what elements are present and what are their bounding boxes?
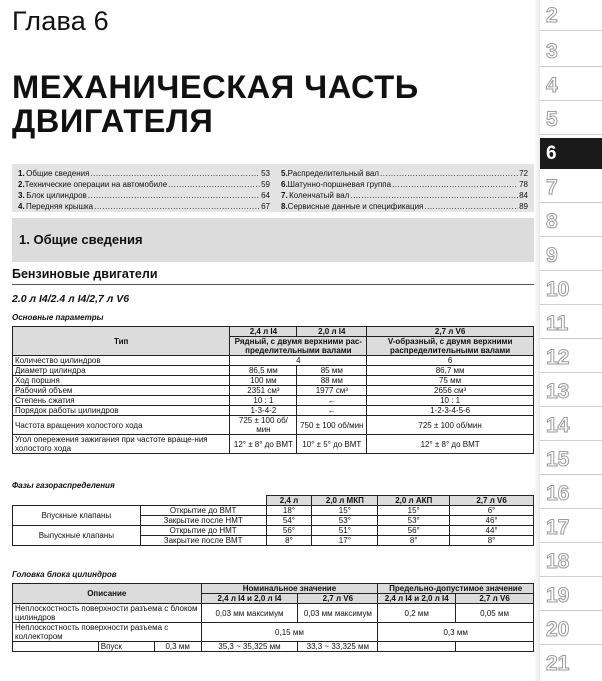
toc-page: 89 — [519, 202, 528, 211]
sub-header: 2,7 л V6 — [456, 594, 534, 604]
cell-value: 0,15 мм — [201, 623, 378, 642]
chapter-tab-20[interactable] — [540, 614, 602, 645]
cell-value: 0,2 мм — [378, 604, 456, 623]
toc-page: 78 — [519, 180, 528, 189]
table-row — [13, 506, 534, 516]
toc-leader — [88, 190, 260, 201]
col-header: 2,7 л V6 — [450, 496, 534, 506]
col-header-24: 2,4 л I4 — [230, 327, 297, 337]
toc-item[interactable] — [18, 190, 270, 201]
table-row — [13, 396, 534, 406]
chapter-tab-label: 21 — [546, 652, 570, 675]
toc-number: 2. — [18, 180, 25, 189]
chapter-tab-8[interactable] — [540, 206, 602, 237]
chapter-tab-10[interactable] — [540, 274, 602, 305]
row-label: Степень сжатия — [13, 396, 230, 406]
row-label: Частота вращения холостого хода — [13, 416, 230, 435]
cell-value: 100 мм — [230, 376, 297, 386]
toc-leader — [350, 190, 518, 201]
cell-value: 56° — [266, 526, 312, 536]
engine-models-heading: 2.0 л I4/2.4 л I4/2,7 л V6 — [12, 293, 130, 305]
toc-item[interactable] — [281, 201, 528, 212]
chapter-tab-9[interactable] — [540, 240, 602, 271]
head-block-table — [12, 583, 534, 652]
cell-value: 0,03 мм максимум — [201, 604, 298, 623]
cell-value: 33,3 ~ 33,325 мм — [298, 642, 378, 652]
subsection-divider — [12, 284, 534, 285]
row-label: Открытие до ВМТ — [140, 506, 266, 516]
toc-right-column — [281, 168, 528, 212]
cell-value: 10 : 1 — [230, 396, 297, 406]
empty-corner — [13, 496, 267, 506]
toc-label: Распределительный вал — [287, 169, 379, 178]
sub-header: 2,7 л V6 — [298, 594, 378, 604]
toc-leader — [392, 179, 518, 190]
col-header-limit: Предельно-допустимое значение — [378, 584, 534, 594]
table-row — [13, 604, 534, 623]
chapter-tab-19[interactable] — [540, 580, 602, 611]
cell-value: 1977 см³ — [297, 386, 367, 396]
toc-item[interactable] — [281, 168, 528, 179]
chapter-title-line1: МЕХАНИЧЕСКАЯ ЧАСТЬ — [12, 69, 419, 105]
toc-label: Передняя крышка — [25, 202, 94, 211]
table-row — [13, 406, 534, 416]
col-header-type: Тип — [13, 327, 230, 356]
table-row — [13, 366, 534, 376]
chapter-tab-label: 17 — [546, 516, 570, 539]
cell-value: 54° — [266, 516, 312, 526]
toc-page: 64 — [261, 191, 270, 200]
cell-value: ← — [297, 406, 367, 416]
chapter-tab-label: 19 — [546, 584, 570, 607]
table-of-contents — [12, 164, 534, 212]
toc-number: 1. — [18, 169, 25, 178]
cell-value: 1-2-3-4-5-6 — [367, 406, 534, 416]
chapter-tab-label: 16 — [546, 482, 570, 505]
chapter-tab-label: 7 — [546, 176, 558, 199]
row-label — [13, 642, 99, 652]
chapter-tab-12[interactable] — [540, 342, 602, 373]
toc-item[interactable] — [281, 179, 528, 190]
table-row — [13, 376, 534, 386]
toc-leader — [94, 201, 260, 212]
table-row — [13, 623, 534, 642]
row-label: Количество цилиндров — [13, 356, 230, 366]
row-sublabel: Впуск — [98, 642, 154, 652]
row-label: Закрытие после ВМТ — [140, 536, 266, 546]
engine-desc-i4: Рядный, с двумя верхними рас-пределительными валами — [230, 337, 367, 356]
cell-value: 0,3 мм — [154, 642, 201, 652]
toc-item[interactable] — [18, 168, 270, 179]
col-header: 2,0 л АКП — [378, 496, 450, 506]
toc-number: 5. — [281, 169, 288, 178]
toc-page: 84 — [519, 191, 528, 200]
basic-params-table — [12, 326, 534, 454]
cell-value: 725 ± 100 об/мин — [230, 416, 297, 435]
chapter-tab-label: 5 — [546, 108, 558, 131]
cell-value: 17° — [312, 536, 378, 546]
group-label: Выпускные клапаны — [13, 526, 141, 546]
cell-value: 12° ± 8° до ВМТ — [230, 435, 297, 454]
cell-value: 18° — [266, 506, 312, 516]
cell-value — [378, 642, 456, 652]
valve-timing-heading: Фазы газораспределения — [12, 481, 115, 490]
toc-label: Технические операции на автомобиле — [24, 180, 168, 189]
sub-header: 2,4 л I4 и 2,0 л I4 — [378, 594, 456, 604]
cell-value — [456, 642, 534, 652]
table-header-row — [13, 327, 534, 337]
toc-leader — [380, 168, 518, 179]
group-label: Впускные клапаны — [13, 506, 141, 526]
chapter-tab-label: 18 — [546, 550, 570, 573]
cell-value: 10° ± 5° до ВМТ — [297, 435, 367, 454]
basic-params-heading: Основные параметры — [12, 313, 104, 322]
cell-value: 51° — [312, 526, 378, 536]
section-title: 1. Общие сведения — [19, 232, 143, 247]
cell-value: 10 : 1 — [367, 396, 534, 406]
toc-label: Блок цилиндров — [26, 191, 87, 200]
col-header: 2,0 л МКП — [312, 496, 378, 506]
chapter-tab-label: 14 — [546, 414, 570, 437]
row-label: Порядок работы цилиндров — [13, 406, 230, 416]
cell-value: 725 ± 100 об/мин — [367, 416, 534, 435]
table-row — [13, 642, 534, 652]
toc-number: 4. — [18, 202, 25, 211]
toc-left-column — [18, 168, 270, 212]
row-label: Закрытие после НМТ — [140, 516, 266, 526]
cell-value: 53° — [312, 516, 378, 526]
table-row — [13, 386, 534, 396]
toc-item[interactable] — [18, 201, 270, 212]
section-header-band — [12, 218, 534, 262]
cell-value: 86,7 мм — [367, 366, 534, 376]
chapter-tab-label: 2 — [546, 4, 558, 27]
cell-value: 8° — [450, 536, 534, 546]
cell-value: 75 мм — [367, 376, 534, 386]
col-header-20: 2,0 л I4 — [297, 327, 367, 337]
chapter-tab-11[interactable] — [540, 308, 602, 339]
toc-leader — [168, 179, 260, 190]
chapter-tab-label: 10 — [546, 278, 570, 301]
chapter-tab-5[interactable] — [540, 104, 602, 135]
cell-value: 8° — [266, 536, 312, 546]
chapter-tab-label: 11 — [546, 312, 569, 335]
sub-header: 2,4 л I4 и 2,0 л I4 — [201, 594, 298, 604]
col-header-desc: Описание — [13, 584, 202, 604]
row-label: Неплоскостность поверхности разъема с коллектором — [13, 623, 202, 642]
chapter-tab-label: 6 — [546, 143, 557, 164]
col-header: 2,4 л — [266, 496, 312, 506]
toc-number: 8. — [281, 202, 288, 211]
row-label: Открытие до НМТ — [140, 526, 266, 536]
chapter-tab-2[interactable] — [540, 0, 602, 31]
cell-value: 86,5 мм — [230, 366, 297, 376]
chapter-tab-label: 4 — [546, 74, 558, 97]
chapter-tab-15[interactable] — [540, 444, 602, 475]
chapter-tab-17[interactable] — [540, 512, 602, 543]
toc-item[interactable] — [18, 179, 270, 190]
toc-leader — [424, 201, 518, 212]
toc-number: 6. — [281, 180, 288, 189]
cell-value: 15° — [312, 506, 378, 516]
chapter-title-line2: ДВИГАТЕЛЯ — [12, 103, 214, 139]
chapter-tab-14[interactable] — [540, 410, 602, 441]
table-row — [13, 356, 534, 366]
chapter-tab-label: 15 — [546, 448, 570, 471]
cell-value: 88 мм — [297, 376, 367, 386]
toc-number: 3. — [18, 191, 25, 200]
cell-value: 0,3 мм — [378, 623, 534, 642]
row-label: Угол опережения зажигания при частоте враще-ния холостого хода — [13, 435, 230, 454]
chapter-tab-7[interactable] — [540, 172, 602, 203]
table-row — [13, 526, 534, 536]
chapter-tab-label: 9 — [546, 244, 558, 267]
cell-value: 46° — [450, 516, 534, 526]
chapter-tab-label: 8 — [546, 210, 558, 233]
toc-label: Сервисные данные и спецификация — [287, 202, 424, 211]
cell-value: 35,3 ~ 35,325 мм — [201, 642, 298, 652]
table-row — [13, 416, 534, 435]
chapter-tab-16[interactable] — [540, 478, 602, 509]
toc-page: 53 — [261, 169, 270, 178]
toc-number: 7. — [281, 191, 288, 200]
cell-value: 53° — [378, 516, 450, 526]
table-header-row — [13, 584, 534, 594]
head-block-heading: Головка блока цилиндров — [12, 570, 117, 579]
cell-value: 6 — [367, 356, 534, 366]
cell-value: 12° ± 8° до ВМТ — [367, 435, 534, 454]
cell-value: 8° — [378, 536, 450, 546]
toc-page: 67 — [261, 202, 270, 211]
col-header-27: 2,7 л V6 — [367, 327, 534, 337]
table-row — [13, 435, 534, 454]
cell-value: 0,05 мм — [456, 604, 534, 623]
col-header-nominal: Номинальное значение — [201, 584, 378, 594]
chapter-tab-3[interactable] — [540, 36, 602, 67]
cell-value: 4 — [230, 356, 367, 366]
chapter-tab-18[interactable] — [540, 546, 602, 577]
cell-value: 85 мм — [297, 366, 367, 376]
row-label: Ход поршня — [13, 376, 230, 386]
cell-value: 2351 см³ — [230, 386, 297, 396]
cell-value: 0,03 мм максимум — [298, 604, 378, 623]
toc-label: Коленчатый вал — [289, 191, 350, 200]
row-label: Диаметр цилиндра — [13, 366, 230, 376]
valve-timing-table — [12, 495, 534, 546]
toc-label: Общие сведения — [26, 169, 90, 178]
cell-value: 44° — [450, 526, 534, 536]
cell-value: 6° — [450, 506, 534, 516]
toc-page: 59 — [261, 180, 270, 189]
table-header-row — [13, 496, 534, 506]
toc-leader — [90, 168, 260, 179]
toc-page: 72 — [519, 169, 528, 178]
chapter-label: Глава 6 — [12, 6, 109, 36]
chapter-tab-13[interactable] — [540, 376, 602, 407]
chapter-tabs — [540, 0, 602, 681]
cell-value: 750 ± 100 об/мин — [297, 416, 367, 435]
engine-desc-v6: V-образный, с двумя верхними распределительными валами — [367, 337, 534, 356]
cell-value: 2656 см³ — [367, 386, 534, 396]
cell-value: 15° — [378, 506, 450, 516]
row-label: Рабочий объем — [13, 386, 230, 396]
cell-value: 1-3-4-2 — [230, 406, 297, 416]
chapter-tab-21[interactable] — [540, 648, 602, 679]
chapter-tab-label: 13 — [546, 380, 570, 403]
chapter-tab-6-active[interactable] — [540, 138, 602, 169]
chapter-tab-label: 3 — [546, 40, 558, 63]
toc-item[interactable] — [281, 190, 528, 201]
cell-value: 56° — [378, 526, 450, 536]
row-label: Неплоскостность поверхности разъема с блоком цилиндров — [13, 604, 202, 623]
toc-label: Шатунно-поршневая группа — [287, 180, 392, 189]
chapter-title — [12, 70, 419, 138]
chapter-tab-label: 12 — [546, 346, 570, 369]
chapter-tab-label: 20 — [546, 618, 570, 641]
subsection-title: Бензиновые двигатели — [12, 267, 158, 281]
cell-value: ← — [297, 396, 367, 406]
chapter-tab-4[interactable] — [540, 70, 602, 101]
